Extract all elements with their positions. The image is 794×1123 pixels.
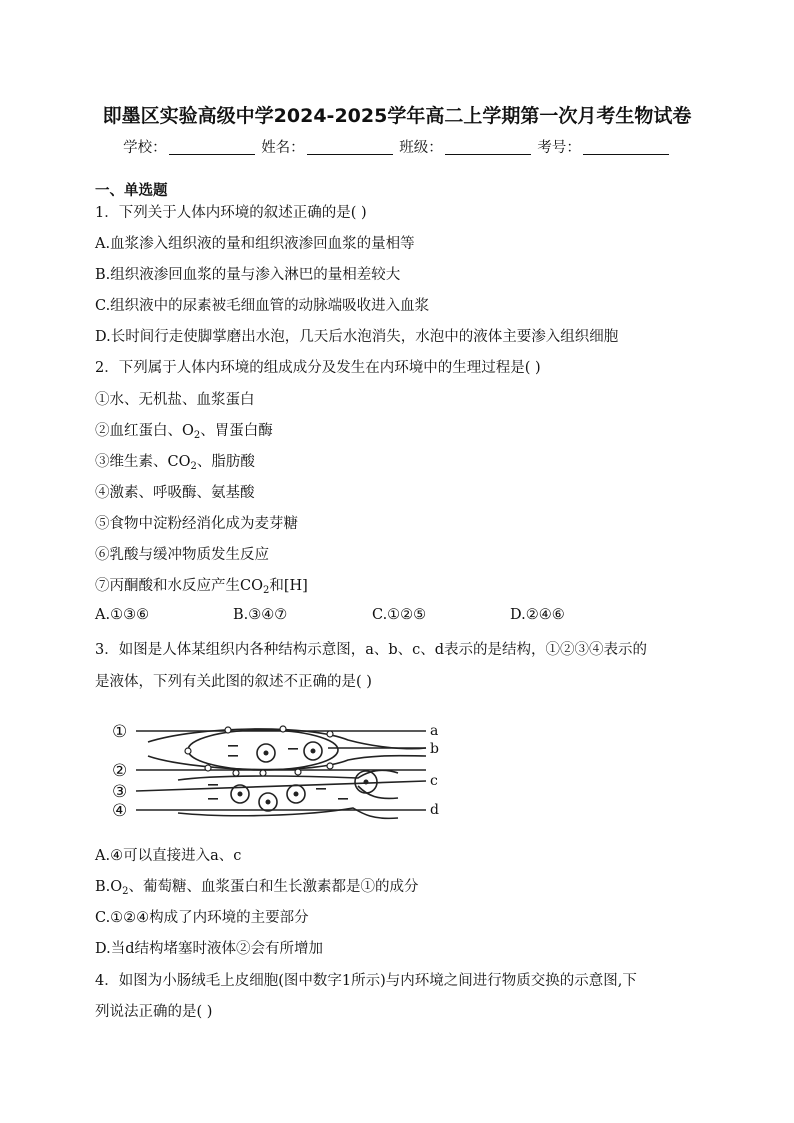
- lymph-cell-nucleus: [238, 792, 243, 797]
- q2-item-3-text-b: 、脂肪酸: [196, 454, 255, 470]
- fluid-mark: [316, 788, 326, 790]
- q4-stem-line1: 4．如图为小肠绒毛上皮细胞(图中数字1所示)与内环境之间进行物质交换的示意图,下: [95, 973, 637, 989]
- class-label: 班级：: [399, 140, 443, 156]
- q2-option-b: B.③④⑦: [233, 607, 288, 623]
- q1-option-d: D.长时间行走使脚掌磨出水泡，几天后水泡消失，水泡中的液体主要渗入组织细胞: [95, 329, 619, 345]
- endothelial-cell: [260, 770, 266, 776]
- q1-option-b: B.组织液渗回血浆的量与渗入淋巴的量相差较大: [95, 267, 401, 283]
- fluid-mark: [208, 784, 218, 786]
- q2-item-7: [95, 576, 308, 596]
- q3-option-b-text: B.O: [95, 879, 123, 895]
- label-3: ③: [112, 782, 128, 802]
- q2-item-2: [95, 421, 273, 441]
- q2-item-2-text: ②血红蛋白、O: [95, 423, 194, 439]
- number-blank[interactable]: [583, 140, 669, 155]
- exam-title: 即墨区实验高级中学2024-2025学年高二上学期第一次月考生物试卷: [102, 105, 692, 127]
- q4-stem-line2: 列说法正确的是( ): [95, 1004, 213, 1020]
- q2-item-3-text: ③维生素、CO: [95, 454, 191, 470]
- capillary-lumen: [188, 730, 338, 770]
- endothelial-cell: [327, 731, 333, 737]
- q2-item-7-text-b: 和[H]: [269, 578, 308, 594]
- name-blank[interactable]: [307, 140, 393, 155]
- fluid-mark: [208, 798, 218, 800]
- endothelial-cell: [225, 727, 231, 733]
- fluid-mark: [338, 798, 348, 800]
- q3-option-b-text-b: 、葡萄糖、血浆蛋白和生长激素都是①的成分: [128, 879, 419, 895]
- school-blank[interactable]: [169, 140, 255, 155]
- label-c: c: [430, 773, 438, 789]
- subscript: 2: [193, 430, 201, 441]
- endothelial-cell: [295, 769, 301, 775]
- section-heading: 一、单选题: [95, 183, 168, 199]
- endothelial-cell: [327, 763, 333, 769]
- q2-item-1: ①水、无机盐、血浆蛋白: [95, 392, 255, 408]
- blood-cell-nucleus: [311, 749, 316, 754]
- capillary-wall-bottom: [148, 756, 426, 770]
- q2-item-7-text: ⑦丙酮酸和水反应产生CO: [95, 578, 263, 594]
- fluid-mark: [228, 745, 238, 747]
- q3-option-d: D.当d结构堵塞时液体②会有所增加: [95, 941, 323, 957]
- q2-option-a: A.①③⑥: [95, 607, 150, 623]
- lymph-cell-nucleus: [266, 800, 271, 805]
- school-label: 学校：: [123, 140, 167, 156]
- q3-option-b: [95, 877, 419, 897]
- q3-stem-line1: 3．如图是人体某组织内各种结构示意图，a、b、c、d表示的是结构，①②③④表示的: [95, 642, 648, 658]
- number-label: 考号：: [537, 140, 581, 156]
- q1-stem: 1．下列关于人体内环境的叙述正确的是( ): [95, 205, 367, 221]
- q3-option-c: C.①②④构成了内环境的主要部分: [95, 910, 309, 926]
- class-blank[interactable]: [445, 140, 531, 155]
- q2-item-5: ⑤食物中淀粉经消化成为麦芽糖: [95, 516, 298, 532]
- q2-item-3: [95, 452, 255, 472]
- q2-option-d: D.②④⑥: [510, 607, 565, 623]
- label-d: d: [430, 802, 439, 818]
- endothelial-cell: [205, 765, 211, 771]
- q3-stem-line2: 是液体，下列有关此图的叙述不正确的是( ): [95, 674, 372, 690]
- q1-option-a: A.血浆渗入组织液的量和组织液渗回血浆的量相等: [95, 236, 415, 252]
- q3-option-a: A.④可以直接进入a、c: [95, 848, 242, 864]
- endothelial-cell: [185, 748, 191, 754]
- lymph-cell-nucleus: [294, 792, 299, 797]
- endothelial-cell: [233, 770, 239, 776]
- subscript: 2: [122, 886, 129, 897]
- q2-option-c: C.①②⑤: [372, 607, 427, 623]
- q2-item-4: ④激素、呼吸酶、氨基酸: [95, 485, 255, 501]
- subscript: 2: [190, 461, 197, 472]
- label-2: ②: [112, 761, 128, 781]
- label-4: ④: [112, 801, 128, 821]
- endothelial-cell: [280, 726, 286, 732]
- blood-cell-nucleus: [264, 751, 269, 756]
- q2-options: [95, 607, 695, 627]
- student-info-row: [0, 136, 794, 157]
- q1-option-c: C.组织液中的尿素被毛细血管的动脉端吸收进入血浆: [95, 298, 430, 314]
- subscript: 2: [262, 585, 270, 596]
- tissue-structure-figure: [108, 718, 446, 828]
- q2-stem: 2．下列属于人体内环境的组成成分及发生在内环境中的生理过程是( ): [95, 360, 541, 376]
- label-b: b: [430, 741, 439, 757]
- name-label: 姓名：: [261, 140, 305, 156]
- fluid-mark: [288, 748, 298, 750]
- q2-item-2-text-b: 、胃蛋白酶: [200, 423, 273, 439]
- pointer-line-3-c: [136, 781, 426, 791]
- label-1: ①: [112, 722, 128, 742]
- label-a: a: [430, 723, 439, 739]
- fluid-mark: [228, 755, 238, 757]
- q2-item-6: ⑥乳酸与缓冲物质发生反应: [95, 547, 269, 563]
- cell-nucleus: [364, 780, 369, 785]
